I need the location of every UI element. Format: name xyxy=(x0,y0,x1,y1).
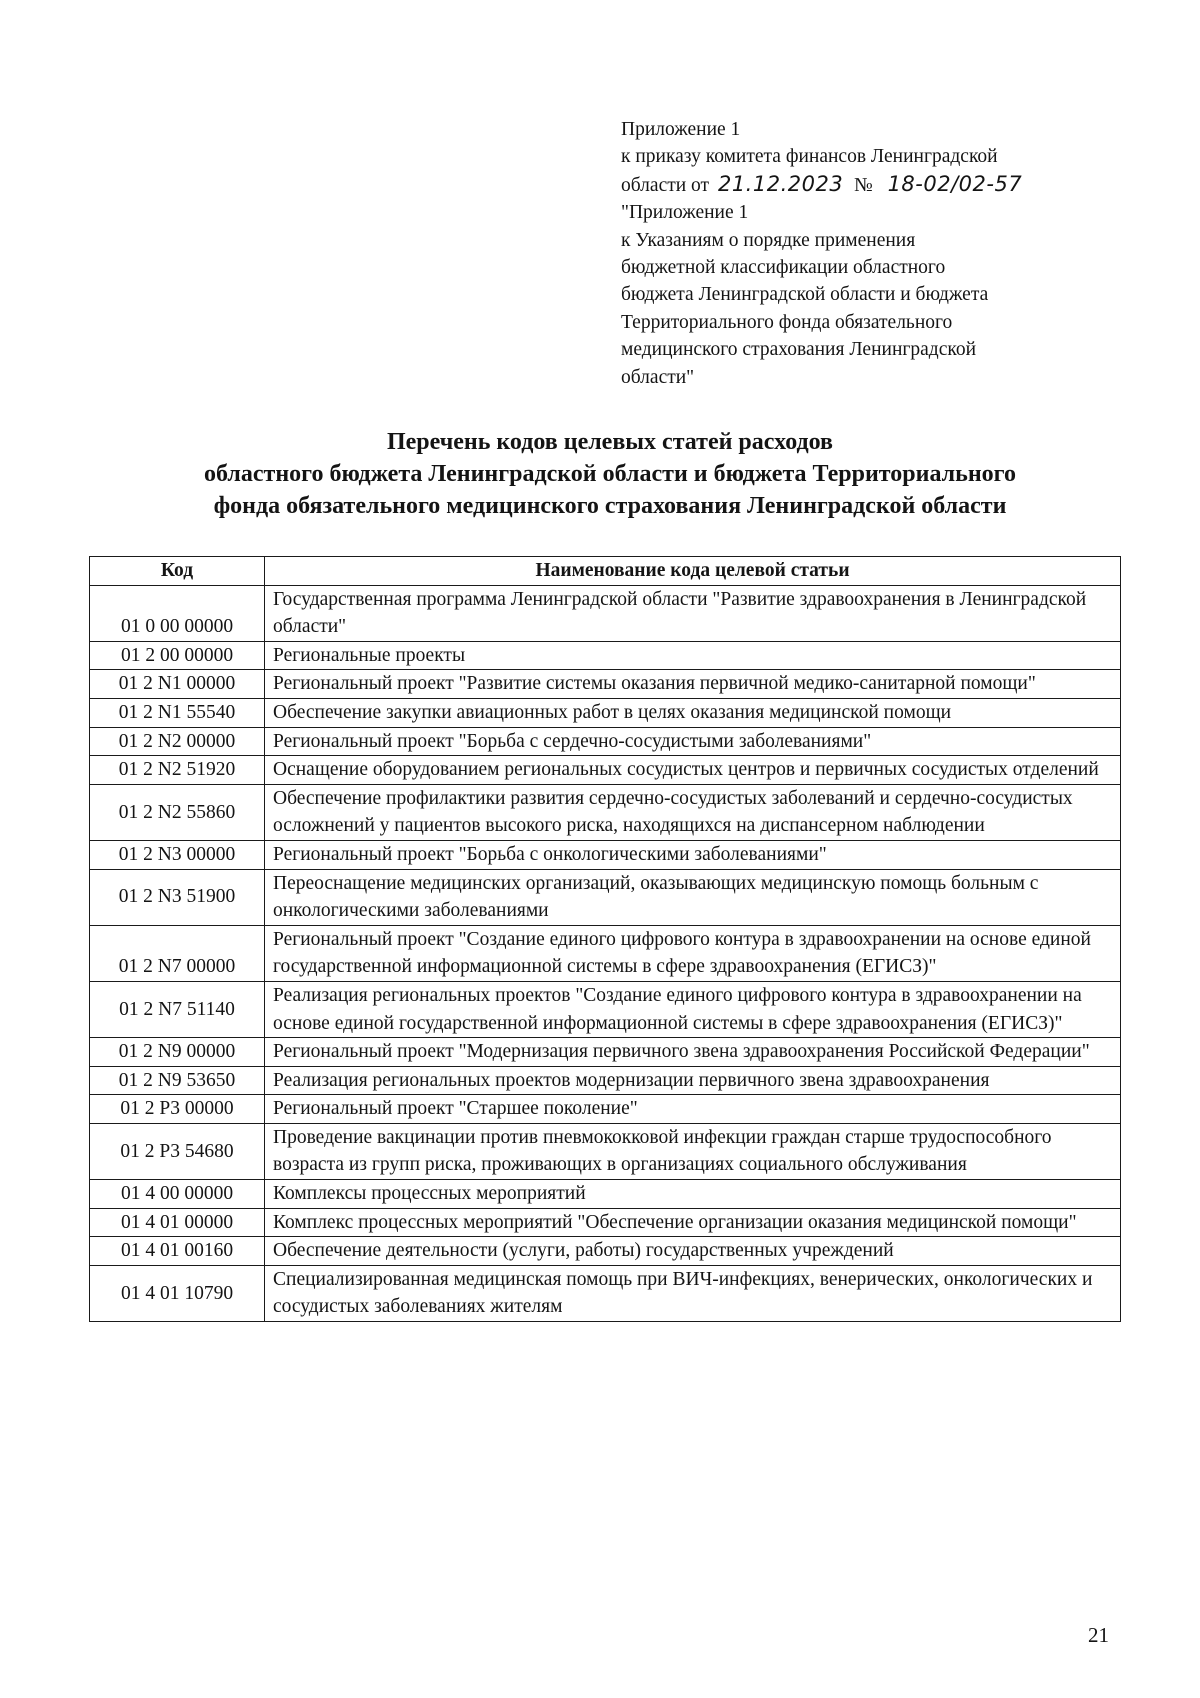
code-cell: 01 2 00 00000 xyxy=(90,641,265,670)
code-cell: 01 2 N2 51920 xyxy=(90,756,265,785)
annex-line: Территориального фонда обязательного xyxy=(621,311,953,333)
handwritten-date: 21.12.2023 xyxy=(717,171,844,196)
annex-line: бюджетной классификации областного xyxy=(621,257,946,279)
table-row xyxy=(90,585,1121,641)
name-cell: Реализация региональных проектов "Создание единого цифрового контура в здравоохранении на основе единой государственной информационной системы в сфере здравоохранения (ЕГИСЗ)" xyxy=(265,981,1121,1037)
annex-line: бюджета Ленинградской области и бюджета xyxy=(621,284,989,306)
name-cell: Реализация региональных проектов модернизации первичного звена здравоохранения xyxy=(265,1066,1121,1095)
table-row xyxy=(90,869,1121,925)
target-codes-table xyxy=(89,556,1121,1322)
table-row xyxy=(90,784,1121,840)
page-number: 21 xyxy=(1088,1623,1109,1647)
table-row xyxy=(90,1180,1121,1209)
table-row xyxy=(90,698,1121,727)
table-row xyxy=(90,641,1121,670)
code-cell: 01 2 N9 53650 xyxy=(90,1066,265,1095)
name-cell: Региональный проект "Борьба с онкологическими заболеваниями" xyxy=(265,840,1121,869)
table-row xyxy=(90,1237,1121,1266)
table-row xyxy=(90,1208,1121,1237)
table-row xyxy=(90,1038,1121,1067)
code-cell: 01 4 00 00000 xyxy=(90,1180,265,1209)
table-row xyxy=(90,670,1121,699)
name-cell: Региональный проект "Борьба с сердечно-сосудистыми заболеваниями" xyxy=(265,727,1121,756)
code-cell: 01 4 01 00000 xyxy=(90,1208,265,1237)
name-cell: Государственная программа Ленинградской области "Развитие здравоохранения в Ленинградской области" xyxy=(265,585,1121,641)
name-cell: Комплексы процессных мероприятий xyxy=(265,1180,1121,1209)
code-cell: 01 2 N7 51140 xyxy=(90,981,265,1037)
table-row xyxy=(90,1066,1121,1095)
annex-line: к приказу комитета финансов Ленинградской xyxy=(621,146,998,168)
code-cell: 01 2 P3 00000 xyxy=(90,1095,265,1124)
name-cell: Региональный проект "Старшее поколение" xyxy=(265,1095,1121,1124)
table-row xyxy=(90,1265,1121,1321)
annex-line: к Указаниям о порядке применения xyxy=(621,229,916,251)
annex-line: медицинского страхования Ленинградской xyxy=(621,339,977,361)
annex-date-line xyxy=(621,171,1121,199)
code-cell: 01 0 00 00000 xyxy=(90,585,265,641)
code-cell: 01 2 N2 55860 xyxy=(90,784,265,840)
table-row xyxy=(90,727,1121,756)
handwritten-number: 18-02/02-57 xyxy=(887,171,1023,196)
title-line: Перечень кодов целевых статей расходов xyxy=(386,429,833,455)
title-line: областного бюджета Ленинградской области и бюджета Территориального xyxy=(204,461,1016,487)
number-sign: № xyxy=(854,174,873,196)
name-cell: Переоснащение медицинских организаций, оказывающих медицинскую помощь больным с онкологическими заболеваниями xyxy=(265,869,1121,925)
table-row xyxy=(90,981,1121,1037)
code-cell: 01 2 N3 00000 xyxy=(90,840,265,869)
code-cell: 01 2 N1 55540 xyxy=(90,698,265,727)
annex-date-prefix: области от xyxy=(621,174,710,196)
code-cell: 01 2 N3 51900 xyxy=(90,869,265,925)
code-cell: 01 2 N2 00000 xyxy=(90,727,265,756)
table-row xyxy=(90,1123,1121,1179)
annex-block xyxy=(621,116,1121,391)
table-row xyxy=(90,1095,1121,1124)
name-cell: Региональный проект "Модернизация первичного звена здравоохранения Российской Федерации" xyxy=(265,1038,1121,1067)
code-cell: 01 2 P3 54680 xyxy=(90,1123,265,1179)
name-cell: Обеспечение закупки авиационных работ в целях оказания медицинской помощи xyxy=(265,698,1121,727)
table-row xyxy=(90,840,1121,869)
name-cell: Оснащение оборудованием региональных сосудистых центров и первичных сосудистых отделений xyxy=(265,756,1121,785)
code-cell: 01 4 01 10790 xyxy=(90,1265,265,1321)
column-header-code: Код xyxy=(90,557,265,586)
code-cell: 01 2 N7 00000 xyxy=(90,925,265,981)
column-header-name: Наименование кода целевой статьи xyxy=(265,557,1121,586)
name-cell: Региональные проекты xyxy=(265,641,1121,670)
name-cell: Обеспечение деятельности (услуги, работы) государственных учреждений xyxy=(265,1237,1121,1266)
code-cell: 01 2 N1 00000 xyxy=(90,670,265,699)
name-cell: Специализированная медицинская помощь при ВИЧ-инфекциях, венерических, онкологических и сосудистых заболеваниях жителям xyxy=(265,1265,1121,1321)
table-header-row xyxy=(90,557,1121,586)
document-title xyxy=(100,426,1120,522)
title-line: фонда обязательного медицинского страхования Ленинградской области xyxy=(213,493,1007,519)
name-cell: Региональный проект "Создание единого цифрового контура в здравоохранении на основе единой государственной информационной системы в сфере здравоохранения (ЕГИСЗ)" xyxy=(265,925,1121,981)
name-cell: Проведение вакцинации против пневмококковой инфекции граждан старше трудоспособного возраста из групп риска, проживающих в организациях социального обслуживания xyxy=(265,1123,1121,1179)
name-cell: Региональный проект "Развитие системы оказания первичной медико-санитарной помощи" xyxy=(265,670,1121,699)
annex-line: области" xyxy=(621,366,695,388)
annex-line: "Приложение 1 xyxy=(621,202,749,224)
code-cell: 01 4 01 00160 xyxy=(90,1237,265,1266)
code-cell: 01 2 N9 00000 xyxy=(90,1038,265,1067)
name-cell: Комплекс процессных мероприятий "Обеспечение организации оказания медицинской помощи" xyxy=(265,1208,1121,1237)
name-cell: Обеспечение профилактики развития сердечно-сосудистых заболеваний и сердечно-сосудистых осложнений у пациентов высокого риска, находящихся на диспансерном наблюдении xyxy=(265,784,1121,840)
table-row xyxy=(90,925,1121,981)
table-row xyxy=(90,756,1121,785)
annex-line: Приложение 1 xyxy=(621,119,741,140)
